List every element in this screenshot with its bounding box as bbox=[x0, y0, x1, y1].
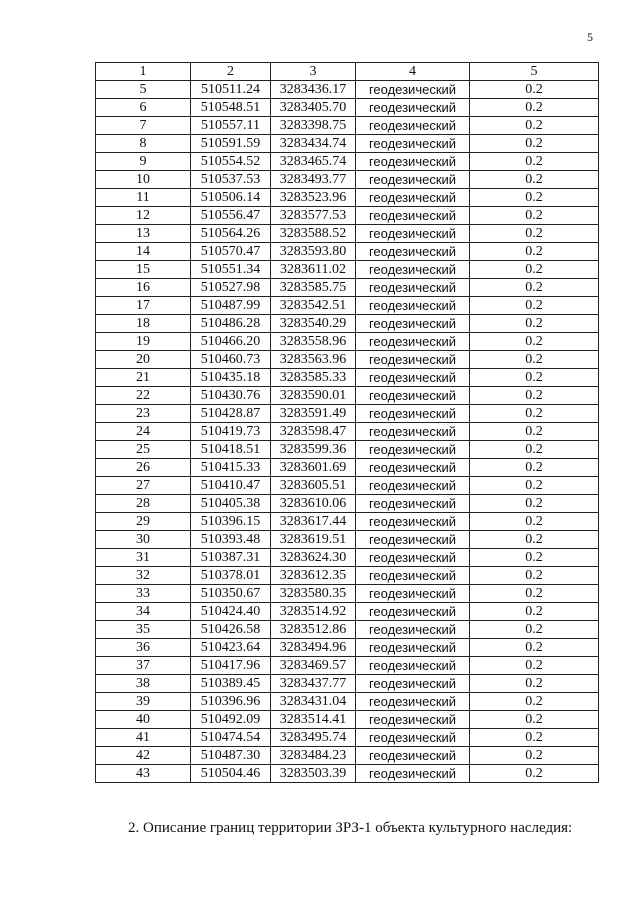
x-coordinate-cell: 510591.59 bbox=[191, 135, 271, 153]
x-coordinate-cell: 510387.31 bbox=[191, 549, 271, 567]
y-coordinate-cell: 3283585.33 bbox=[271, 369, 356, 387]
method-cell: геодезический bbox=[356, 711, 470, 729]
table-row bbox=[96, 549, 599, 567]
table-header-row bbox=[96, 63, 599, 81]
accuracy-cell: 0.2 bbox=[470, 81, 599, 99]
point-number-cell: 19 bbox=[96, 333, 191, 351]
method-cell: геодезический bbox=[356, 441, 470, 459]
accuracy-cell: 0.2 bbox=[470, 423, 599, 441]
y-coordinate-cell: 3283495.74 bbox=[271, 729, 356, 747]
y-coordinate-cell: 3283610.06 bbox=[271, 495, 356, 513]
x-coordinate-cell: 510548.51 bbox=[191, 99, 271, 117]
table-row bbox=[96, 243, 599, 261]
y-coordinate-cell: 3283558.96 bbox=[271, 333, 356, 351]
section-heading: 2. Описание границ территории ЗРЗ-1 объекта культурного наследия: bbox=[128, 820, 573, 836]
table-row bbox=[96, 603, 599, 621]
table-row bbox=[96, 585, 599, 603]
method-cell: геодезический bbox=[356, 459, 470, 477]
method-cell: геодезический bbox=[356, 333, 470, 351]
method-cell: геодезический bbox=[356, 531, 470, 549]
table-row bbox=[96, 99, 599, 117]
y-coordinate-cell: 3283588.52 bbox=[271, 225, 356, 243]
table-row bbox=[96, 477, 599, 495]
table-row bbox=[96, 693, 599, 711]
point-number-cell: 17 bbox=[96, 297, 191, 315]
x-coordinate-cell: 510350.67 bbox=[191, 585, 271, 603]
point-number-cell: 16 bbox=[96, 279, 191, 297]
x-coordinate-cell: 510551.34 bbox=[191, 261, 271, 279]
point-number-cell: 23 bbox=[96, 405, 191, 423]
page-number: 5 bbox=[587, 30, 593, 44]
table-body bbox=[96, 81, 599, 783]
method-cell: геодезический bbox=[356, 351, 470, 369]
table-row bbox=[96, 189, 599, 207]
method-cell: геодезический bbox=[356, 99, 470, 117]
x-coordinate-cell: 510486.28 bbox=[191, 315, 271, 333]
table-row bbox=[96, 153, 599, 171]
table-row bbox=[96, 711, 599, 729]
point-number-cell: 20 bbox=[96, 351, 191, 369]
table-row bbox=[96, 135, 599, 153]
table-row bbox=[96, 405, 599, 423]
point-number-cell: 31 bbox=[96, 549, 191, 567]
x-coordinate-cell: 510415.33 bbox=[191, 459, 271, 477]
x-coordinate-cell: 510426.58 bbox=[191, 621, 271, 639]
x-coordinate-cell: 510418.51 bbox=[191, 441, 271, 459]
y-coordinate-cell: 3283605.51 bbox=[271, 477, 356, 495]
table-row bbox=[96, 117, 599, 135]
point-number-cell: 5 bbox=[96, 81, 191, 99]
point-number-cell: 40 bbox=[96, 711, 191, 729]
x-coordinate-cell: 510417.96 bbox=[191, 657, 271, 675]
table-row bbox=[96, 387, 599, 405]
y-coordinate-cell: 3283434.74 bbox=[271, 135, 356, 153]
method-cell: геодезический bbox=[356, 513, 470, 531]
point-number-cell: 24 bbox=[96, 423, 191, 441]
table-row bbox=[96, 765, 599, 783]
y-coordinate-cell: 3283619.51 bbox=[271, 531, 356, 549]
method-cell: геодезический bbox=[356, 171, 470, 189]
table-row bbox=[96, 225, 599, 243]
point-number-cell: 30 bbox=[96, 531, 191, 549]
accuracy-cell: 0.2 bbox=[470, 243, 599, 261]
point-number-cell: 41 bbox=[96, 729, 191, 747]
y-coordinate-cell: 3283436.17 bbox=[271, 81, 356, 99]
table-row bbox=[96, 369, 599, 387]
coordinates-table bbox=[95, 62, 599, 783]
table-row bbox=[96, 333, 599, 351]
method-cell: геодезический bbox=[356, 585, 470, 603]
point-number-cell: 28 bbox=[96, 495, 191, 513]
point-number-cell: 6 bbox=[96, 99, 191, 117]
y-coordinate-cell: 3283512.86 bbox=[271, 621, 356, 639]
point-number-cell: 29 bbox=[96, 513, 191, 531]
y-coordinate-cell: 3283484.23 bbox=[271, 747, 356, 765]
x-coordinate-cell: 510435.18 bbox=[191, 369, 271, 387]
table-row bbox=[96, 423, 599, 441]
method-cell: геодезический bbox=[356, 621, 470, 639]
accuracy-cell: 0.2 bbox=[470, 549, 599, 567]
accuracy-cell: 0.2 bbox=[470, 513, 599, 531]
method-cell: геодезический bbox=[356, 729, 470, 747]
accuracy-cell: 0.2 bbox=[470, 153, 599, 171]
accuracy-cell: 0.2 bbox=[470, 657, 599, 675]
method-cell: геодезический bbox=[356, 243, 470, 261]
table-row bbox=[96, 747, 599, 765]
accuracy-cell: 0.2 bbox=[470, 189, 599, 207]
accuracy-cell: 0.2 bbox=[470, 117, 599, 135]
method-cell: геодезический bbox=[356, 603, 470, 621]
point-number-cell: 13 bbox=[96, 225, 191, 243]
x-coordinate-cell: 510506.14 bbox=[191, 189, 271, 207]
table-row bbox=[96, 621, 599, 639]
y-coordinate-cell: 3283503.39 bbox=[271, 765, 356, 783]
table-row bbox=[96, 567, 599, 585]
point-number-cell: 39 bbox=[96, 693, 191, 711]
method-cell: геодезический bbox=[356, 549, 470, 567]
y-coordinate-cell: 3283611.02 bbox=[271, 261, 356, 279]
x-coordinate-cell: 510466.20 bbox=[191, 333, 271, 351]
point-number-cell: 14 bbox=[96, 243, 191, 261]
x-coordinate-cell: 510389.45 bbox=[191, 675, 271, 693]
column-header-1: 1 bbox=[96, 63, 191, 81]
y-coordinate-cell: 3283624.30 bbox=[271, 549, 356, 567]
accuracy-cell: 0.2 bbox=[470, 135, 599, 153]
y-coordinate-cell: 3283398.75 bbox=[271, 117, 356, 135]
point-number-cell: 27 bbox=[96, 477, 191, 495]
point-number-cell: 37 bbox=[96, 657, 191, 675]
x-coordinate-cell: 510527.98 bbox=[191, 279, 271, 297]
table-row bbox=[96, 81, 599, 99]
accuracy-cell: 0.2 bbox=[470, 729, 599, 747]
accuracy-cell: 0.2 bbox=[470, 711, 599, 729]
x-coordinate-cell: 510474.54 bbox=[191, 729, 271, 747]
method-cell: геодезический bbox=[356, 135, 470, 153]
accuracy-cell: 0.2 bbox=[470, 225, 599, 243]
accuracy-cell: 0.2 bbox=[470, 441, 599, 459]
y-coordinate-cell: 3283431.04 bbox=[271, 693, 356, 711]
y-coordinate-cell: 3283591.49 bbox=[271, 405, 356, 423]
point-number-cell: 7 bbox=[96, 117, 191, 135]
method-cell: геодезический bbox=[356, 765, 470, 783]
column-header-2: 2 bbox=[191, 63, 271, 81]
column-header-5: 5 bbox=[470, 63, 599, 81]
accuracy-cell: 0.2 bbox=[470, 207, 599, 225]
table-row bbox=[96, 729, 599, 747]
y-coordinate-cell: 3283405.70 bbox=[271, 99, 356, 117]
point-number-cell: 36 bbox=[96, 639, 191, 657]
accuracy-cell: 0.2 bbox=[470, 315, 599, 333]
point-number-cell: 11 bbox=[96, 189, 191, 207]
accuracy-cell: 0.2 bbox=[470, 459, 599, 477]
x-coordinate-cell: 510430.76 bbox=[191, 387, 271, 405]
table-row bbox=[96, 495, 599, 513]
point-number-cell: 12 bbox=[96, 207, 191, 225]
column-header-4: 4 bbox=[356, 63, 470, 81]
y-coordinate-cell: 3283612.35 bbox=[271, 567, 356, 585]
point-number-cell: 42 bbox=[96, 747, 191, 765]
x-coordinate-cell: 510405.38 bbox=[191, 495, 271, 513]
method-cell: геодезический bbox=[356, 369, 470, 387]
method-cell: геодезический bbox=[356, 405, 470, 423]
accuracy-cell: 0.2 bbox=[470, 279, 599, 297]
method-cell: геодезический bbox=[356, 153, 470, 171]
y-coordinate-cell: 3283617.44 bbox=[271, 513, 356, 531]
x-coordinate-cell: 510428.87 bbox=[191, 405, 271, 423]
x-coordinate-cell: 510378.01 bbox=[191, 567, 271, 585]
accuracy-cell: 0.2 bbox=[470, 639, 599, 657]
method-cell: геодезический bbox=[356, 81, 470, 99]
method-cell: геодезический bbox=[356, 207, 470, 225]
point-number-cell: 9 bbox=[96, 153, 191, 171]
method-cell: геодезический bbox=[356, 297, 470, 315]
point-number-cell: 43 bbox=[96, 765, 191, 783]
y-coordinate-cell: 3283540.29 bbox=[271, 315, 356, 333]
x-coordinate-cell: 510424.40 bbox=[191, 603, 271, 621]
y-coordinate-cell: 3283585.75 bbox=[271, 279, 356, 297]
accuracy-cell: 0.2 bbox=[470, 621, 599, 639]
method-cell: геодезический bbox=[356, 639, 470, 657]
y-coordinate-cell: 3283542.51 bbox=[271, 297, 356, 315]
accuracy-cell: 0.2 bbox=[470, 99, 599, 117]
point-number-cell: 33 bbox=[96, 585, 191, 603]
accuracy-cell: 0.2 bbox=[470, 297, 599, 315]
y-coordinate-cell: 3283577.53 bbox=[271, 207, 356, 225]
x-coordinate-cell: 510419.73 bbox=[191, 423, 271, 441]
method-cell: геодезический bbox=[356, 747, 470, 765]
x-coordinate-cell: 510537.53 bbox=[191, 171, 271, 189]
accuracy-cell: 0.2 bbox=[470, 693, 599, 711]
y-coordinate-cell: 3283601.69 bbox=[271, 459, 356, 477]
accuracy-cell: 0.2 bbox=[470, 531, 599, 549]
point-number-cell: 21 bbox=[96, 369, 191, 387]
x-coordinate-cell: 510423.64 bbox=[191, 639, 271, 657]
table-row bbox=[96, 171, 599, 189]
point-number-cell: 8 bbox=[96, 135, 191, 153]
accuracy-cell: 0.2 bbox=[470, 369, 599, 387]
accuracy-cell: 0.2 bbox=[470, 351, 599, 369]
accuracy-cell: 0.2 bbox=[470, 261, 599, 279]
y-coordinate-cell: 3283563.96 bbox=[271, 351, 356, 369]
point-number-cell: 18 bbox=[96, 315, 191, 333]
table-row bbox=[96, 279, 599, 297]
point-number-cell: 38 bbox=[96, 675, 191, 693]
point-number-cell: 22 bbox=[96, 387, 191, 405]
accuracy-cell: 0.2 bbox=[470, 477, 599, 495]
method-cell: геодезический bbox=[356, 387, 470, 405]
y-coordinate-cell: 3283580.35 bbox=[271, 585, 356, 603]
point-number-cell: 15 bbox=[96, 261, 191, 279]
table-row bbox=[96, 441, 599, 459]
point-number-cell: 26 bbox=[96, 459, 191, 477]
table-row bbox=[96, 675, 599, 693]
x-coordinate-cell: 510564.26 bbox=[191, 225, 271, 243]
x-coordinate-cell: 510556.47 bbox=[191, 207, 271, 225]
y-coordinate-cell: 3283590.01 bbox=[271, 387, 356, 405]
y-coordinate-cell: 3283469.57 bbox=[271, 657, 356, 675]
column-header-3: 3 bbox=[271, 63, 356, 81]
y-coordinate-cell: 3283514.92 bbox=[271, 603, 356, 621]
x-coordinate-cell: 510396.15 bbox=[191, 513, 271, 531]
table-row bbox=[96, 351, 599, 369]
table-row bbox=[96, 297, 599, 315]
point-number-cell: 25 bbox=[96, 441, 191, 459]
accuracy-cell: 0.2 bbox=[470, 585, 599, 603]
method-cell: геодезический bbox=[356, 117, 470, 135]
x-coordinate-cell: 510487.30 bbox=[191, 747, 271, 765]
point-number-cell: 10 bbox=[96, 171, 191, 189]
method-cell: геодезический bbox=[356, 693, 470, 711]
point-number-cell: 34 bbox=[96, 603, 191, 621]
x-coordinate-cell: 510460.73 bbox=[191, 351, 271, 369]
table-row bbox=[96, 207, 599, 225]
x-coordinate-cell: 510487.99 bbox=[191, 297, 271, 315]
table-row bbox=[96, 531, 599, 549]
method-cell: геодезический bbox=[356, 225, 470, 243]
accuracy-cell: 0.2 bbox=[470, 765, 599, 783]
table-row bbox=[96, 657, 599, 675]
table-row bbox=[96, 639, 599, 657]
method-cell: геодезический bbox=[356, 315, 470, 333]
method-cell: геодезический bbox=[356, 657, 470, 675]
y-coordinate-cell: 3283465.74 bbox=[271, 153, 356, 171]
accuracy-cell: 0.2 bbox=[470, 675, 599, 693]
method-cell: геодезический bbox=[356, 477, 470, 495]
y-coordinate-cell: 3283494.96 bbox=[271, 639, 356, 657]
table-row bbox=[96, 459, 599, 477]
table-row bbox=[96, 261, 599, 279]
x-coordinate-cell: 510554.52 bbox=[191, 153, 271, 171]
accuracy-cell: 0.2 bbox=[470, 405, 599, 423]
accuracy-cell: 0.2 bbox=[470, 603, 599, 621]
x-coordinate-cell: 510396.96 bbox=[191, 693, 271, 711]
point-number-cell: 32 bbox=[96, 567, 191, 585]
accuracy-cell: 0.2 bbox=[470, 387, 599, 405]
x-coordinate-cell: 510393.48 bbox=[191, 531, 271, 549]
y-coordinate-cell: 3283593.80 bbox=[271, 243, 356, 261]
x-coordinate-cell: 510504.46 bbox=[191, 765, 271, 783]
x-coordinate-cell: 510570.47 bbox=[191, 243, 271, 261]
method-cell: геодезический bbox=[356, 567, 470, 585]
accuracy-cell: 0.2 bbox=[470, 747, 599, 765]
method-cell: геодезический bbox=[356, 261, 470, 279]
accuracy-cell: 0.2 bbox=[470, 171, 599, 189]
method-cell: геодезический bbox=[356, 189, 470, 207]
x-coordinate-cell: 510511.24 bbox=[191, 81, 271, 99]
method-cell: геодезический bbox=[356, 495, 470, 513]
y-coordinate-cell: 3283493.77 bbox=[271, 171, 356, 189]
y-coordinate-cell: 3283523.96 bbox=[271, 189, 356, 207]
accuracy-cell: 0.2 bbox=[470, 495, 599, 513]
table-row bbox=[96, 513, 599, 531]
x-coordinate-cell: 510410.47 bbox=[191, 477, 271, 495]
accuracy-cell: 0.2 bbox=[470, 333, 599, 351]
y-coordinate-cell: 3283437.77 bbox=[271, 675, 356, 693]
method-cell: геодезический bbox=[356, 279, 470, 297]
x-coordinate-cell: 510557.11 bbox=[191, 117, 271, 135]
y-coordinate-cell: 3283598.47 bbox=[271, 423, 356, 441]
accuracy-cell: 0.2 bbox=[470, 567, 599, 585]
y-coordinate-cell: 3283514.41 bbox=[271, 711, 356, 729]
x-coordinate-cell: 510492.09 bbox=[191, 711, 271, 729]
table-row bbox=[96, 315, 599, 333]
method-cell: геодезический bbox=[356, 675, 470, 693]
y-coordinate-cell: 3283599.36 bbox=[271, 441, 356, 459]
point-number-cell: 35 bbox=[96, 621, 191, 639]
method-cell: геодезический bbox=[356, 423, 470, 441]
